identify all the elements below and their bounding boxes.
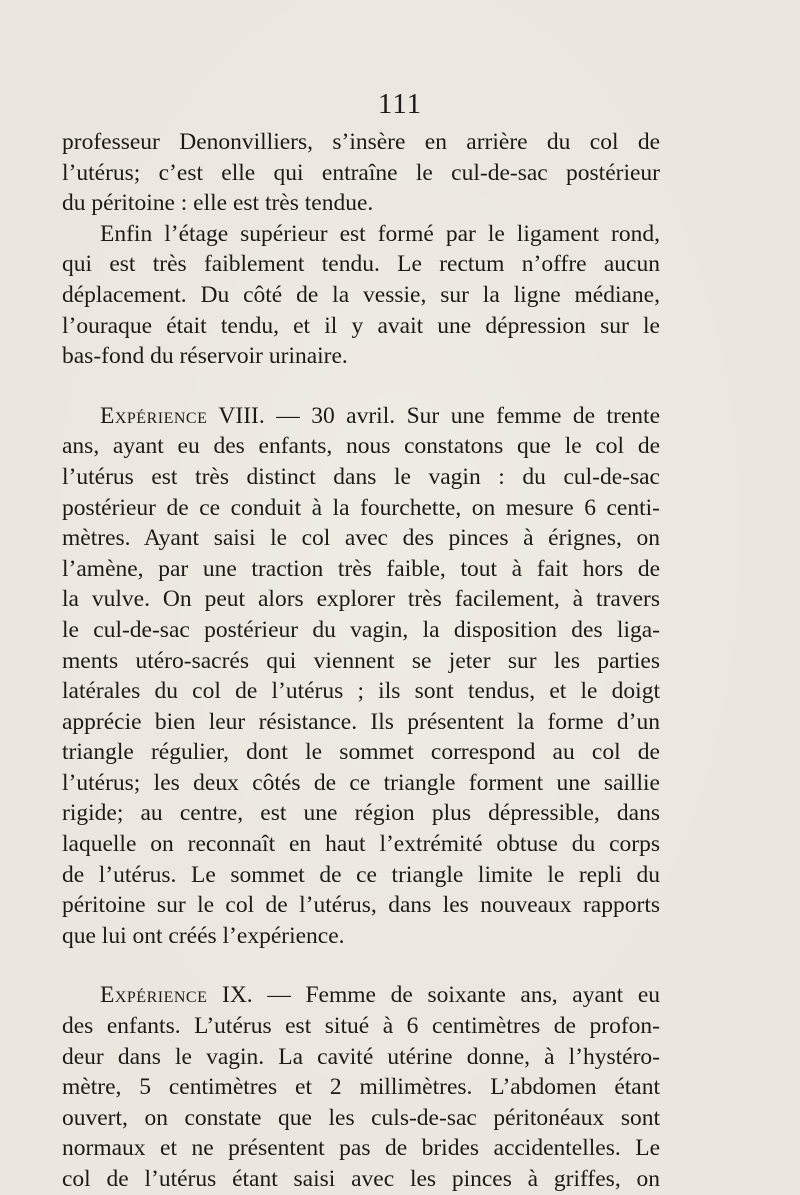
text-line: col de l’utérus étant saisi avec les pinces à griffes, on [62, 1166, 660, 1192]
text-line: bas-fond du réservoir urinaire. [62, 343, 348, 370]
text-line: professeur Denonvilliers, s’insère en arrière du col de [62, 129, 660, 155]
text-line: du péritoine : elle est très tendue. [62, 190, 374, 217]
text-line: de l’utérus. Le sommet de ce triangle limite le repli du [62, 861, 660, 888]
text-line: triangle régulier, dont le sommet correspond au col de [62, 739, 660, 766]
page-body-text [62, 127, 660, 1195]
text-line: ans, ayant eu des enfants, nous constatons que le col de [62, 433, 660, 460]
text-line: péritoine sur le col de l’utérus, dans les nouveaux rapports [62, 892, 660, 919]
text-line: latérales du col de l’utérus ; ils sont tendus, et le doigt [62, 678, 660, 705]
text-line: ments utéro-sacrés qui viennent se jeter sur les parties [62, 647, 660, 674]
text-line: rigide; au centre, est une région plus dépressible, dans [62, 800, 660, 827]
text-line: la vulve. On peut alors explorer très facilement, à travers [62, 586, 660, 613]
paragraph-spacer [62, 951, 660, 980]
text-line: deur dans le vagin. La cavité utérine donne, à l’hystéro- [62, 1043, 660, 1070]
paragraph-spacer [62, 372, 660, 401]
text-line: l’amène, par une traction très faible, tout à fait hors de [62, 555, 660, 582]
text-line: l’utérus est très distinct dans le vagin : du cul-de-sac [62, 463, 660, 490]
text-line: l’utérus; les deux côtés de ce triangle forment une saillie [62, 769, 660, 796]
text-line: normaux et ne présentent pas de brides accidentelles. Le [62, 1135, 660, 1162]
experiment-label: Expérience [100, 402, 208, 429]
text-line: que lui ont créés l’expérience. [62, 922, 345, 949]
text-line: mètres. Ayant saisi le col avec des pinces à érignes, on [62, 525, 660, 552]
text-line: apprécie bien leur résistance. Ils présentent la forme d’un [62, 708, 660, 735]
text-line: postérieur de ce conduit à la fourchette, on mesure 6 centi- [62, 494, 660, 521]
text-fragment: VIII. — 30 avril. Sur une femme de trente [218, 402, 660, 429]
text-line: laquelle on reconnaît en haut l’extrémité obtuse du corps [62, 831, 660, 858]
text-line: l’ouraque était tendu, et il y avait une dépression sur le [62, 312, 660, 339]
text-line: Enfin l’étage supérieur est formé par le ligament rond, [100, 220, 660, 247]
page-number: 111 [377, 88, 423, 120]
experiment-heading-line [62, 980, 660, 1011]
text-fragment: IX. — Femme de soixante ans, ayant eu [222, 982, 660, 1009]
text-line: ouvert, on constate que les culs-de-sac péritonéaux sont [62, 1104, 660, 1131]
text-line: des enfants. L’utérus est situé à 6 centimètres de profon- [62, 1013, 660, 1040]
text-line: mètre, 5 centimètres et 2 millimètres. L’abdomen étant [62, 1074, 660, 1101]
experiment-label: Expérience [100, 982, 208, 1009]
text-line: le cul-de-sac postérieur du vagin, la disposition des liga- [62, 616, 660, 643]
text-line: l’utérus; c’est elle qui entraîne le cul-de-sac postérieur [62, 159, 660, 186]
text-line: déplacement. Du côté de la vessie, sur la ligne médiane, [62, 281, 660, 308]
text-line: qui est très faiblement tendu. Le rectum n’offre aucun [62, 251, 660, 278]
experiment-heading-line [62, 401, 660, 432]
